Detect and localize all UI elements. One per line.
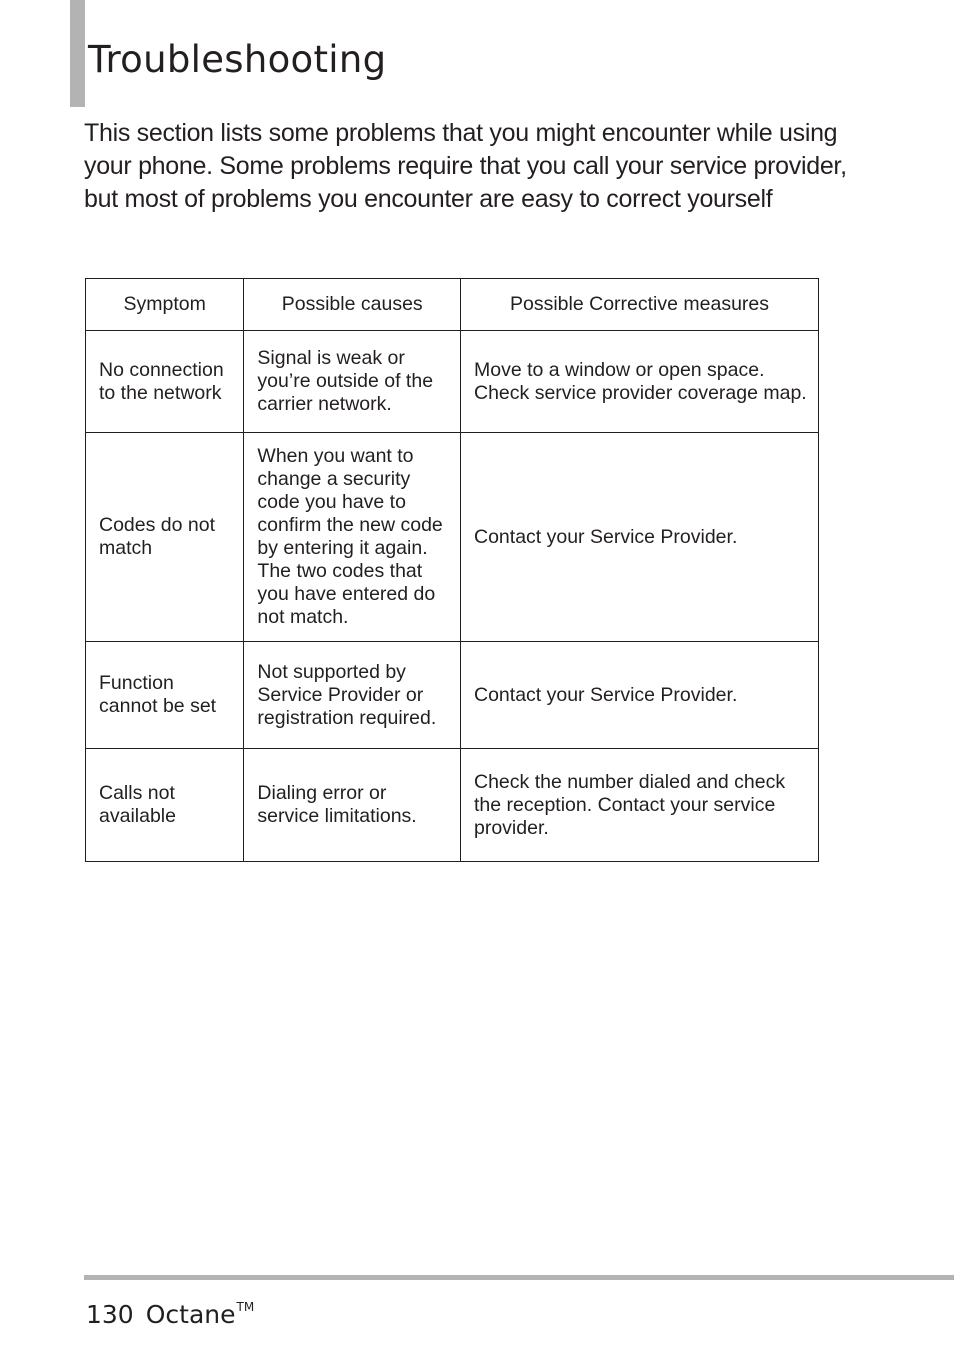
table-header-row bbox=[86, 279, 819, 331]
trademark-mark: TM bbox=[236, 1300, 255, 1314]
table-row bbox=[86, 749, 819, 862]
symptom-text: Calls not available bbox=[99, 782, 176, 827]
measures-cell bbox=[461, 749, 819, 862]
symptom-cell bbox=[86, 433, 244, 642]
measures-cell bbox=[461, 642, 819, 749]
header-symptom: Symptom bbox=[86, 279, 244, 331]
measures-text: Move to a window or open space. Check service provider coverage map. bbox=[474, 358, 807, 404]
symptom-text: Codes do not match bbox=[99, 514, 216, 559]
troubleshooting-table bbox=[85, 278, 819, 862]
symptom-cell bbox=[86, 331, 244, 433]
title-accent-bar bbox=[70, 0, 85, 107]
table-row bbox=[86, 433, 819, 642]
measures-text: Check the number dialed and check the reception. Contact your service provider. bbox=[474, 770, 786, 839]
causes-cell bbox=[244, 433, 461, 642]
footer-divider bbox=[84, 1275, 954, 1280]
header-corrective-measures: Possible Corrective measures bbox=[461, 279, 819, 331]
symptom-cell bbox=[86, 642, 244, 749]
intro-paragraph: This section lists some problems that you might encounter while using your phone. Some problems require that you call your service provider, but most of problems you encounter are easy to correct yourself bbox=[84, 119, 847, 213]
product-name: Octane bbox=[145, 1300, 236, 1329]
measures-text: Contact your Service Provider. bbox=[474, 683, 738, 706]
measures-text: Contact your Service Provider. bbox=[474, 525, 738, 548]
causes-text: Dialing error or service limitations. bbox=[257, 782, 417, 827]
measures-cell bbox=[461, 433, 819, 642]
page-footer bbox=[86, 1290, 254, 1332]
measures-cell bbox=[461, 331, 819, 433]
symptom-cell bbox=[86, 749, 244, 862]
causes-text: When you want to change a security code you have to confirm the new code by entering it again. The two codes that you have entered do not match. bbox=[257, 445, 443, 628]
page-title: Troubleshooting bbox=[88, 38, 387, 81]
causes-cell bbox=[244, 749, 461, 862]
table-row bbox=[86, 642, 819, 749]
table-row bbox=[86, 331, 819, 433]
causes-cell bbox=[244, 642, 461, 749]
causes-text: Signal is weak or you’re outside of the carrier network. bbox=[257, 347, 434, 415]
symptom-text: No connection to the network bbox=[99, 358, 224, 404]
causes-cell bbox=[244, 331, 461, 433]
header-possible-causes: Possible causes bbox=[244, 279, 461, 331]
causes-text: Not supported by Service Provider or registration required. bbox=[257, 660, 437, 729]
page-number: 130 bbox=[86, 1300, 134, 1329]
symptom-text: Function cannot be set bbox=[99, 672, 217, 717]
